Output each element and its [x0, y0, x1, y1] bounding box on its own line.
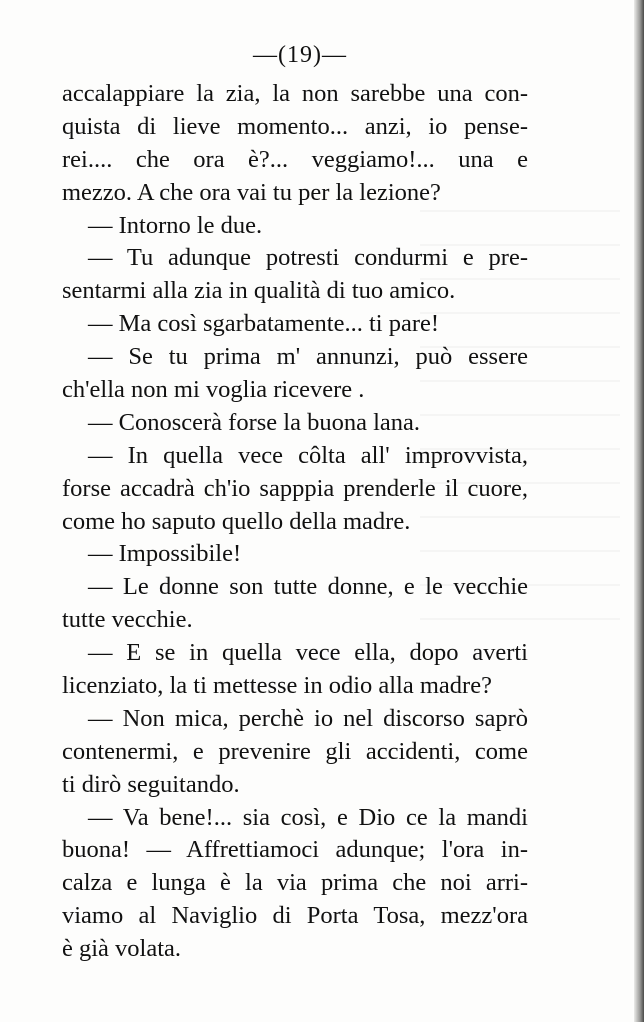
body-text — [62, 78, 528, 966]
text-line: — Conoscerà forse la buona lana. — [88, 408, 420, 436]
text-line: contenermi, e prevenire gli accidenti, come — [62, 737, 528, 765]
text-line: — Non mica, perchè io nel discorso saprò — [88, 704, 528, 732]
text-line: buona! — Affrettiamoci adunque; l'ora in- — [62, 836, 528, 864]
text-line: — Tu adunque potresti condurmi e pre- — [88, 244, 528, 272]
text-line: ch'ella non mi voglia ricevere . — [62, 376, 365, 404]
text-line: è già volata. — [62, 935, 182, 963]
text-line: quista di lieve momento... anzi, io pense- — [62, 112, 528, 140]
text-line: calza e lunga è la via prima che noi arri- — [62, 869, 528, 897]
text-line: — In quella vece côlta all' improvvista, — [88, 441, 528, 469]
text-line: — Le donne son tutte donne, e le vecchie — [88, 573, 528, 601]
text-line: come ho saputo quello della madre. — [62, 507, 411, 535]
text-line: — Ma così sgarbatamente... ti pare! — [88, 310, 440, 338]
text-line: forse accadrà ch'io sapppia prenderle il cuore, — [62, 474, 528, 502]
text-line: mezzo. A che ora vai tu per la lezione? — [62, 178, 441, 206]
text-line: — E se in quella vece ella, dopo averti — [88, 639, 528, 667]
text-line: — Va bene!... sia così, e Dio ce la mandi — [88, 803, 528, 831]
text-line: viamo al Naviglio di Porta Tosa, mezz'ora — [62, 902, 528, 930]
text-line: — Se tu prima m' annunzi, può essere — [88, 343, 528, 371]
text-line: — Impossibile! — [88, 540, 242, 568]
text-line: accalappiare la zia, la non sarebbe una con- — [62, 80, 528, 107]
text-line: tutte vecchie. — [62, 606, 193, 634]
text-line: sentarmi alla zia in qualità di tuo amico. — [62, 277, 456, 305]
text-line: ti dirò seguitando. — [62, 770, 240, 798]
text-line: — Intorno le due. — [88, 211, 263, 239]
page-edge-shadow — [634, 0, 644, 1022]
text-line: licenziato, la ti mettesse in odio alla madre? — [62, 672, 492, 700]
page-number: —(19)— — [253, 42, 347, 68]
text-line: rei.... che ora è?... veggiamo!... una e — [62, 145, 528, 173]
